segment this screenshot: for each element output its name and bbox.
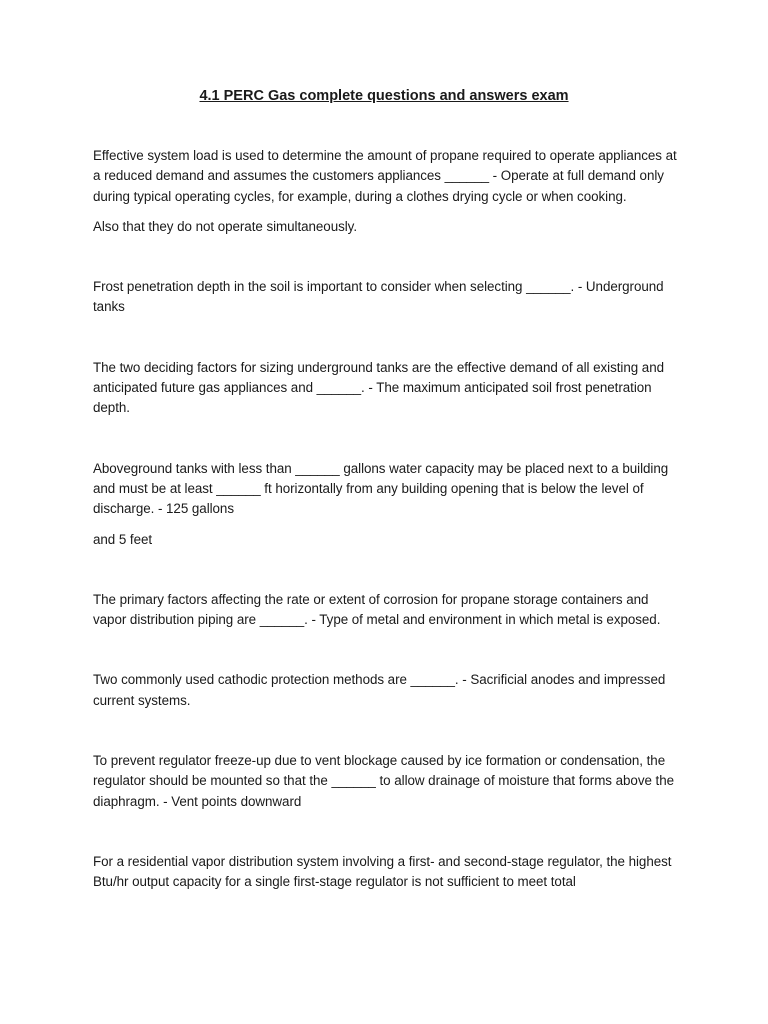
- question-paragraph: The primary factors affecting the rate or extent of corrosion for propane storage containers and vapor distribution piping are ______. - Type of metal and environment in which metal is exposed.: [93, 591, 661, 628]
- qa-item: [93, 670, 678, 711]
- qa-item: [93, 751, 678, 812]
- qa-item: [93, 358, 678, 419]
- question-paragraph: Aboveground tanks with less than ______ gallons water capacity may be placed next to a building and must be at least ______ ft horizontally from any building opening that is below the level of discharge. - 125 gallons: [93, 460, 669, 517]
- question-paragraph: To prevent regulator freeze-up due to vent blockage caused by ice formation or condensation, the regulator should be mounted so that the ______ to allow drainage of moisture that forms above the diaphragm. - Vent points downward: [93, 753, 674, 809]
- question-paragraph: For a residential vapor distribution system involving a first- and second-stage regulator, the highest Btu/hr output capacity for a single first-stage regulator is not sufficient to meet total: [93, 853, 672, 890]
- qa-item: [93, 459, 678, 550]
- qa-item: [93, 146, 678, 237]
- document-body: [93, 146, 678, 933]
- question-paragraph: Frost penetration depth in the soil is important to consider when selecting ______. - Underground tanks: [93, 279, 664, 315]
- qa-item: [93, 590, 678, 631]
- question-paragraph: Effective system load is used to determine the amount of propane required to operate appliances at a reduced demand and assumes the customers appliances ______ - Operate at full demand only during typical operating cycles, for example, during a clothes drying cycle or when cooking.: [93, 148, 677, 204]
- answer-continuation: and 5 feet: [93, 531, 153, 547]
- question-paragraph: Two commonly used cathodic protection methods are ______. - Sacrificial anodes and impressed current systems.: [93, 672, 666, 708]
- answer-continuation: Also that they do not operate simultaneously.: [93, 218, 357, 234]
- document-title: 4.1 PERC Gas complete questions and answers exam: [199, 88, 569, 104]
- qa-item: [93, 852, 678, 893]
- qa-item: [93, 277, 678, 318]
- question-paragraph: The two deciding factors for sizing underground tanks are the effective demand of all existing and anticipated future gas appliances and ______. - The maximum anticipated soil frost penetration depth.: [93, 359, 664, 416]
